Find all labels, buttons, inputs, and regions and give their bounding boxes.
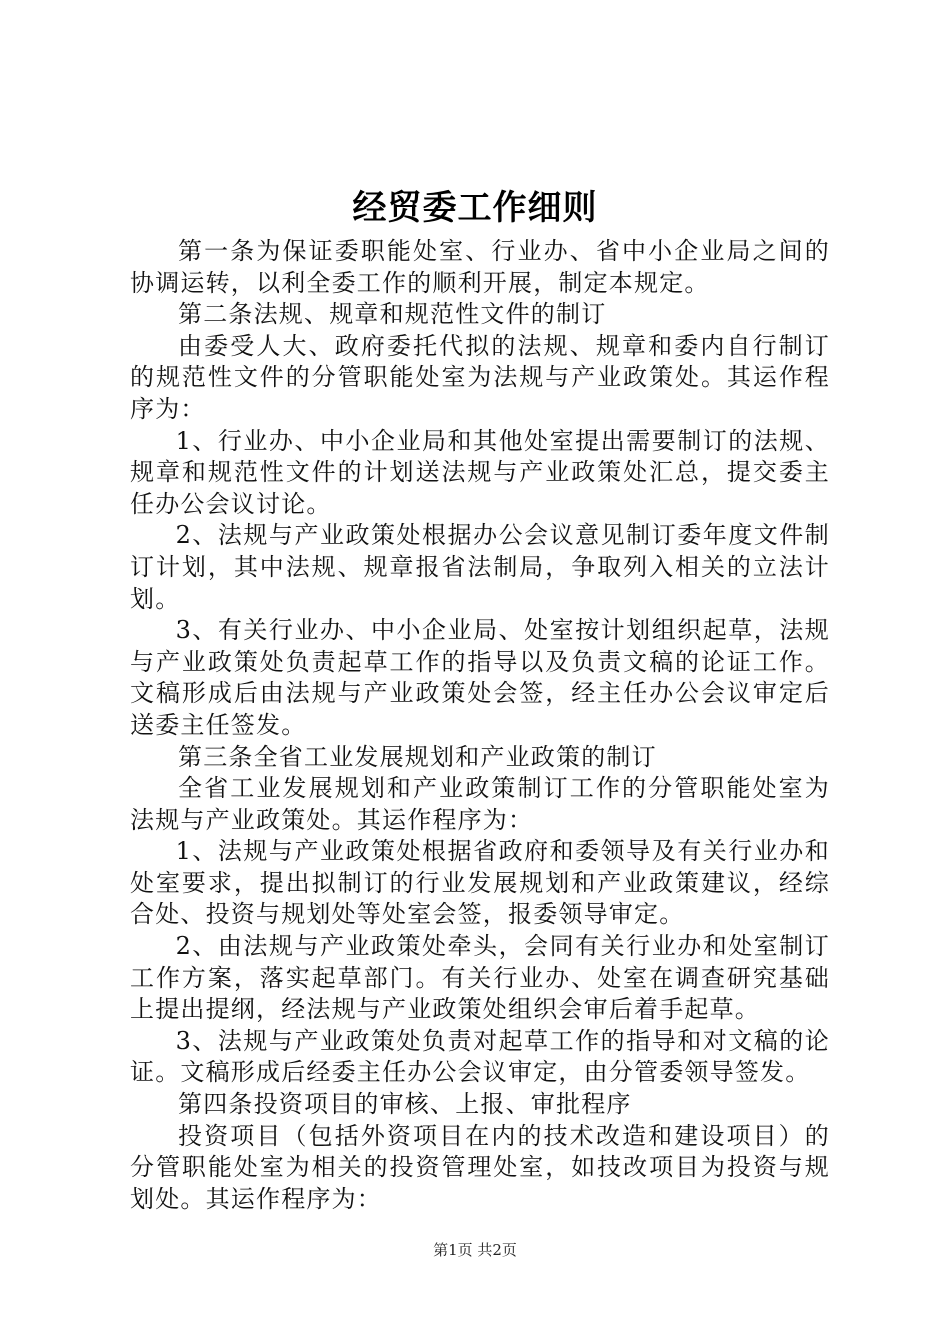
paragraph-article-3-intro: 全省工业发展规划和产业政策制订工作的分管职能处室为法规与产业政策处。其运作程序为： [130, 774, 830, 834]
paragraph-article-2-item-2: 2、法规与产业政策处根据办公会议意见制订委年度文件制订计划，其中法规、规章报省法制局，争取列入相关的立法计划。 [130, 521, 830, 613]
document-body [130, 236, 830, 1215]
paragraph-article-4-heading: 第四条投资项目的审核、上报、审批程序 [178, 1090, 632, 1119]
page-footer: 第1页 共2页 [433, 1241, 517, 1259]
paragraph-article-2-heading: 第二条法规、规章和规范性文件的制订 [178, 300, 607, 329]
paragraph-article-3-heading: 第三条全省工业发展规划和产业政策的制订 [178, 742, 657, 771]
paragraph-article-2-item-1: 1、行业办、中小企业局和其他处室提出需要制订的法规、规章和规范性文件的计划送法规与产业政策处汇总，提交委主任办公会议讨论。 [130, 426, 830, 518]
document-title: 经贸委工作细则 [352, 188, 598, 228]
paragraph-article-4-intro: 投资项目（包括外资项目在内的技术改造和建设项目）的分管职能处室为相关的投资管理处室，如技改项目为投资与规划处。其运作程序为： [130, 1121, 830, 1213]
paragraph-article-2-item-3: 3、有关行业办、中小企业局、处室按计划组织起草，法规与产业政策处负责起草工作的指导以及负责文稿的论证工作。文稿形成后由法规与产业政策处会签，经主任办公会议审定后送委主任签发。 [130, 616, 830, 739]
paragraph-article-3-item-2: 2、由法规与产业政策处牵头，会同有关行业办和处室制订工作方案，落实起草部门。有关行业办、处室在调查研究基础上提出提纲，经法规与产业政策处组织会审后着手起草。 [130, 932, 830, 1024]
paragraph-article-3-item-3: 3、法规与产业政策处负责对起草工作的指导和对文稿的论证。文稿形成后经委主任办公会议审定，由分管委领导签发。 [130, 1026, 830, 1087]
paragraph-article-2-intro: 由委受人大、政府委托代拟的法规、规章和委内自行制订的规范性文件的分管职能处室为法规与产业政策处。其运作程序为： [130, 331, 830, 423]
paragraph-article-3-item-1: 1、法规与产业政策处根据省政府和委领导及有关行业办和处室要求，提出拟制订的行业发展规划和产业政策建议，经综合处、投资与规划处等处室会签，报委领导审定。 [130, 837, 830, 929]
paragraph-article-1: 第一条为保证委职能处室、行业办、省中小企业局之间的协调运转，以利全委工作的顺利开展，制定本规定。 [130, 237, 830, 297]
